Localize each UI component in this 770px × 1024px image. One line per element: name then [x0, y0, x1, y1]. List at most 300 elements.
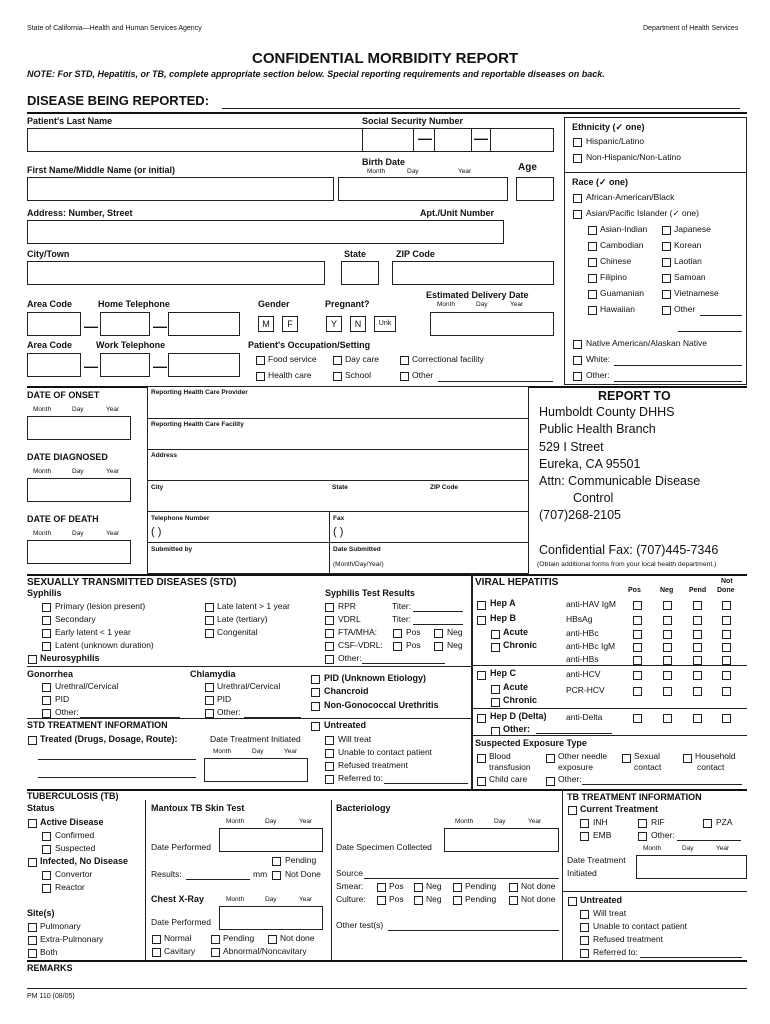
hep-c-chronic-checkbox[interactable] [491, 698, 500, 707]
syph-other-test: Other: [338, 653, 362, 663]
std-referred-input[interactable] [384, 783, 468, 784]
vdrl-titer-input[interactable] [413, 624, 463, 625]
divider [331, 800, 332, 960]
race-vietnamese: Vietnamese [674, 288, 719, 298]
exp-childcare: Child care [489, 774, 528, 784]
age-input[interactable] [516, 177, 554, 201]
std-will-checkbox[interactable] [325, 736, 334, 745]
obtain-forms: (Obtain additional forms from your local health department.) [537, 561, 717, 568]
race-other-input[interactable] [614, 381, 742, 382]
std-drug-input2[interactable] [38, 777, 196, 778]
divider [147, 542, 529, 543]
exp-sexual-contact: contact [634, 762, 662, 772]
pregnant-unk[interactable]: Unk [374, 316, 396, 332]
tb-extra: Extra-Pulmonary [40, 934, 104, 944]
gc-pid-checkbox[interactable] [42, 696, 51, 705]
exp-needle-checkbox[interactable] [546, 754, 555, 763]
exp-sexual-checkbox[interactable] [622, 754, 631, 763]
occ-daycare-checkbox[interactable] [333, 356, 342, 365]
pid-unknown-checkbox[interactable] [311, 675, 320, 684]
ct-uc-checkbox[interactable] [205, 683, 214, 692]
exp-household-checkbox[interactable] [683, 754, 692, 763]
diagnosed-input[interactable] [27, 478, 131, 502]
race-korean-checkbox[interactable] [662, 242, 671, 251]
first-name-input[interactable] [27, 177, 334, 201]
remarks-label: REMARKS [27, 963, 73, 973]
vdrl-titer-label: Titer: [392, 614, 412, 624]
address-label: Address: Number, Street [27, 208, 133, 218]
fta-pos-checkbox[interactable] [393, 629, 402, 638]
hep-b-chronic-checkbox[interactable] [491, 643, 500, 652]
hep-result-checkbox[interactable] [663, 601, 672, 610]
disease-input[interactable] [222, 108, 740, 109]
culture-pend: Pending [465, 894, 497, 904]
rif-checkbox[interactable] [638, 819, 647, 828]
tel-dash: — [153, 318, 167, 334]
syph-primary-checkbox[interactable] [42, 603, 51, 612]
hep-d-checkbox[interactable] [477, 714, 486, 723]
diagnosed-label: DATE DIAGNOSED [27, 452, 108, 462]
hep-title: VIRAL HEPATITIS [475, 577, 559, 588]
hep-result-checkbox[interactable] [722, 630, 731, 639]
csf-checkbox[interactable] [325, 642, 334, 651]
race-vietnamese-checkbox[interactable] [662, 290, 671, 299]
tb-unable-checkbox[interactable] [580, 923, 589, 932]
tb-infected: Infected, No Disease [40, 856, 129, 866]
occ-school: School [345, 370, 371, 380]
provider-tel-input[interactable]: ( ) [151, 526, 162, 538]
specimen-date-input[interactable] [444, 828, 559, 852]
hep-result-checkbox[interactable] [722, 671, 731, 680]
std-date-init-input[interactable] [204, 758, 308, 782]
divider [564, 172, 747, 173]
smear-pos-checkbox[interactable] [377, 883, 386, 892]
exp-blood-checkbox[interactable] [477, 754, 486, 763]
nonhispanic-checkbox[interactable] [573, 154, 582, 163]
report-to-line: Public Health Branch [539, 422, 656, 436]
exp-childcare-checkbox[interactable] [477, 777, 486, 786]
syph-other-test-checkbox[interactable] [325, 655, 334, 664]
gc-uc-checkbox[interactable] [42, 683, 51, 692]
tb-other: Other: [651, 830, 675, 840]
hep-result-checkbox[interactable] [663, 714, 672, 723]
fta-pos: Pos [406, 627, 421, 637]
chancroid-checkbox[interactable] [311, 688, 320, 697]
mantoux-results-input[interactable] [186, 879, 250, 880]
hep-result-checkbox[interactable] [722, 616, 731, 625]
work-tel-part2[interactable] [168, 353, 240, 377]
mantoux-year-label: Year [299, 818, 313, 825]
std-treated-checkbox[interactable] [28, 736, 37, 745]
smear-neg-checkbox[interactable] [414, 883, 423, 892]
inh-checkbox[interactable] [580, 819, 589, 828]
exp-other-input[interactable] [582, 784, 742, 785]
exp-sexual: Sexual [634, 751, 660, 761]
gender-m[interactable]: M [258, 316, 274, 332]
race-cambodian-checkbox[interactable] [588, 242, 597, 251]
death-input[interactable] [27, 540, 131, 564]
smear-nd-checkbox[interactable] [509, 883, 518, 892]
mantoux-date-input[interactable] [219, 828, 323, 852]
tb-refused: Refused treatment [593, 934, 663, 944]
hep-b-checkbox[interactable] [477, 616, 486, 625]
remarks-input[interactable] [27, 975, 747, 993]
race-cambodian: Cambodian [600, 240, 644, 250]
diag-day-label: Day [72, 468, 84, 475]
hep-result-checkbox[interactable] [693, 616, 702, 625]
pregnant-y[interactable]: Y [326, 316, 342, 332]
xray-normal-checkbox[interactable] [152, 935, 161, 944]
age-label: Age [518, 162, 537, 173]
hep-c-checkbox[interactable] [477, 671, 486, 680]
hep-other-input[interactable] [536, 733, 612, 734]
ssn-part1[interactable] [362, 128, 414, 152]
tb-active-checkbox[interactable] [28, 819, 37, 828]
mantoux-notdone-checkbox[interactable] [272, 871, 281, 880]
syph-late-latent-checkbox[interactable] [205, 603, 214, 612]
hep-result-checkbox[interactable] [663, 616, 672, 625]
provider-fax-input[interactable]: ( ) [333, 526, 344, 538]
occupation-label: Patient's Occupation/Setting [248, 340, 371, 350]
ssn-part2[interactable] [434, 128, 472, 152]
race-white: White: [586, 354, 611, 364]
occ-health-checkbox[interactable] [256, 372, 265, 381]
hep-result-checkbox[interactable] [693, 687, 702, 696]
culture-label: Culture: [336, 894, 366, 904]
race-filipino-checkbox[interactable] [588, 274, 597, 283]
hep-result-checkbox[interactable] [722, 656, 731, 665]
xray-title: Chest X-Ray [151, 894, 205, 904]
tb-initiated-label: Initiated [567, 868, 597, 878]
divider [147, 449, 529, 450]
hep-result-checkbox[interactable] [722, 687, 731, 696]
race-other-asian-checkbox[interactable] [662, 306, 671, 315]
hep-result-checkbox[interactable] [693, 671, 702, 680]
hep-c: Hep C [490, 668, 517, 678]
hep-result-checkbox[interactable] [633, 643, 642, 652]
hep-result-checkbox[interactable] [693, 656, 702, 665]
mantoux-pending-checkbox[interactable] [272, 857, 281, 866]
neurosyphilis-checkbox[interactable] [28, 655, 37, 664]
hep-test-name: PCR-HCV [566, 685, 605, 695]
std-month-label: Month [213, 748, 232, 755]
race-other-asian-input2[interactable] [678, 331, 742, 332]
hep-test-name: anti-HBc [566, 628, 599, 638]
syphilis-label: Syphilis [27, 588, 62, 598]
occ-other-input[interactable] [438, 381, 553, 382]
xray-pending-checkbox[interactable] [211, 935, 220, 944]
syph-early-checkbox[interactable] [42, 629, 51, 638]
syph-early: Early latent < 1 year [55, 627, 131, 637]
area-code-label: Area Code [27, 299, 73, 309]
culture-pend-checkbox[interactable] [453, 896, 462, 905]
hep-result-checkbox[interactable] [693, 643, 702, 652]
hep-result-checkbox[interactable] [633, 687, 642, 696]
hep-result-checkbox[interactable] [693, 714, 702, 723]
hep-result-checkbox[interactable] [722, 714, 731, 723]
vdrl-checkbox[interactable] [325, 616, 334, 625]
tb-extra-checkbox[interactable] [28, 936, 37, 945]
hep-c-acute-checkbox[interactable] [491, 685, 500, 694]
race-other-checkbox[interactable] [573, 372, 582, 381]
syph-latent-checkbox[interactable] [42, 642, 51, 651]
report-to-title: REPORT TO [598, 389, 671, 403]
race-guamanian: Guamanian [600, 288, 644, 298]
bact-day-label: Day [494, 818, 506, 825]
hep-not-label: Not [721, 578, 733, 585]
csf-neg-checkbox[interactable] [434, 642, 443, 651]
hep-result-checkbox[interactable] [633, 630, 642, 639]
pregnant-n[interactable]: N [350, 316, 366, 332]
occ-correctional-checkbox[interactable] [400, 356, 409, 365]
std-treatment-title: STD TREATMENT INFORMATION [27, 720, 168, 730]
divider [562, 891, 747, 892]
divider [147, 418, 529, 419]
zip-input[interactable] [392, 261, 554, 285]
tb-referred-input[interactable] [640, 957, 742, 958]
rpr-titer-input[interactable] [413, 611, 463, 612]
ct-uc: Urethral/Cervical [217, 681, 281, 691]
xray-notdone-checkbox[interactable] [268, 935, 277, 944]
ssn-dash: — [418, 130, 432, 146]
tb-confirmed: Confirmed [55, 830, 95, 840]
std-refused-checkbox[interactable] [325, 762, 334, 771]
report-to-line: 529 I Street [539, 440, 604, 454]
xray-year-label: Year [299, 896, 313, 903]
race-laotian: Laotian [674, 256, 702, 266]
state-input[interactable] [341, 261, 379, 285]
work-area-code-input[interactable] [27, 353, 81, 377]
culture-nd: Not done [521, 894, 556, 904]
work-tel-part1[interactable] [100, 353, 150, 377]
divider [145, 800, 146, 960]
std-unable-checkbox[interactable] [325, 749, 334, 758]
tb-current: Current Treatment [580, 804, 659, 814]
city-input[interactable] [27, 261, 325, 285]
emb-checkbox[interactable] [580, 832, 589, 841]
death-label: DATE OF DEATH [27, 514, 99, 524]
source-input[interactable] [364, 878, 559, 879]
rif: RIF [651, 817, 665, 827]
race-hawaiian-checkbox[interactable] [588, 306, 597, 315]
fta-checkbox[interactable] [325, 629, 334, 638]
occ-other-checkbox[interactable] [400, 372, 409, 381]
tb-title: TUBERCULOSIS (TB) [27, 791, 119, 801]
pza-checkbox[interactable] [703, 819, 712, 828]
edd-input[interactable] [430, 312, 554, 336]
hep-b-chronic: Chronic [503, 640, 538, 650]
occ-correctional: Correctional facility [412, 354, 484, 364]
report-to-line: Eureka, CA 95501 [539, 457, 641, 471]
mantoux-results-label: Results: [151, 869, 182, 879]
tb-treat-month-label: Month [643, 845, 662, 852]
race-white-input[interactable] [614, 365, 742, 366]
std-untreated-checkbox[interactable] [311, 722, 320, 731]
tb-infected-checkbox[interactable] [28, 858, 37, 867]
ct-other-checkbox[interactable] [205, 709, 214, 718]
hep-result-checkbox[interactable] [693, 601, 702, 610]
address-input[interactable] [27, 220, 504, 244]
race-asian-indian-checkbox[interactable] [588, 226, 597, 235]
birth-date-input[interactable] [338, 177, 508, 201]
tb-other-checkbox[interactable] [638, 832, 647, 841]
hispanic-checkbox[interactable] [573, 138, 582, 147]
other-tests-input[interactable] [388, 930, 559, 931]
exp-other-checkbox[interactable] [546, 777, 555, 786]
race-white-checkbox[interactable] [573, 356, 582, 365]
race-samoan: Samoan [674, 272, 706, 282]
exp-needle: Other needle [558, 751, 608, 761]
hep-result-checkbox[interactable] [722, 643, 731, 652]
ngu-checkbox[interactable] [311, 702, 320, 711]
tb-convertor: Convertor [55, 869, 93, 879]
work-tel-label: Work Telephone [96, 340, 166, 350]
tb-referred-checkbox[interactable] [580, 949, 589, 958]
tb-convertor-checkbox[interactable] [42, 871, 51, 880]
tb-suspected-checkbox[interactable] [42, 845, 51, 854]
hep-result-checkbox[interactable] [693, 630, 702, 639]
tb-current-checkbox[interactable] [568, 806, 577, 815]
home-tel-part1[interactable] [100, 312, 150, 336]
hep-pos-header: Pos [628, 587, 641, 594]
syph-tests-title: Syphilis Test Results [325, 588, 415, 598]
gender-f[interactable]: F [282, 316, 298, 332]
gender-label: Gender [258, 299, 290, 309]
hep-result-checkbox[interactable] [633, 714, 642, 723]
syph-congenital-checkbox[interactable] [205, 629, 214, 638]
chlamydia-label: Chlamydia [190, 669, 236, 679]
fta-neg-checkbox[interactable] [434, 629, 443, 638]
race-chinese-checkbox[interactable] [588, 258, 597, 267]
race-samoan-checkbox[interactable] [662, 274, 671, 283]
birth-date-label: Birth Date [362, 157, 406, 167]
csf-pos-checkbox[interactable] [393, 642, 402, 651]
race-other-asian-input[interactable] [700, 315, 742, 316]
tb-pulm-checkbox[interactable] [28, 923, 37, 932]
race-aa-checkbox[interactable] [573, 194, 582, 203]
race-native-checkbox[interactable] [573, 340, 582, 349]
gc-other-checkbox[interactable] [42, 709, 51, 718]
divider [471, 708, 747, 709]
csf-neg: Neg [447, 640, 463, 650]
tel-dash: — [153, 358, 167, 374]
hep-b-acute-checkbox[interactable] [491, 630, 500, 639]
hep-result-checkbox[interactable] [663, 643, 672, 652]
ct-pid-checkbox[interactable] [205, 696, 214, 705]
tb-both: Both [40, 947, 58, 957]
diag-month-label: Month [33, 468, 52, 475]
hep-result-checkbox[interactable] [633, 616, 642, 625]
ssn-part3[interactable] [490, 128, 554, 152]
occ-daycare: Day care [345, 354, 380, 364]
edd-label: Estimated Delivery Date [426, 290, 529, 300]
divider [27, 574, 747, 576]
culture-neg-checkbox[interactable] [414, 896, 423, 905]
form-title: CONFIDENTIAL MORBIDITY REPORT [252, 50, 519, 67]
race-api-checkbox[interactable] [573, 210, 582, 219]
ct-other: Other: [217, 707, 241, 717]
hep-result-checkbox[interactable] [663, 656, 672, 665]
race-guamanian-checkbox[interactable] [588, 290, 597, 299]
ngu: Non-Gonococcal Urethritis [324, 700, 439, 710]
occ-food: Food service [268, 354, 317, 364]
hep-result-checkbox[interactable] [663, 630, 672, 639]
divider [147, 480, 529, 481]
hep-result-checkbox[interactable] [633, 671, 642, 680]
std-drug-input[interactable] [38, 759, 196, 760]
xray-month-label: Month [226, 896, 245, 903]
hep-result-checkbox[interactable] [633, 656, 642, 665]
hep-result-checkbox[interactable] [663, 671, 672, 680]
race-japanese-checkbox[interactable] [662, 226, 671, 235]
provider-address-label: Address [151, 452, 178, 459]
tb-reactor-checkbox[interactable] [42, 884, 51, 893]
race-laotian-checkbox[interactable] [662, 258, 671, 267]
bact-year-label: Year [528, 818, 542, 825]
tb-confirmed-checkbox[interactable] [42, 832, 51, 841]
xray-pending: Pending [223, 933, 255, 943]
rpr-checkbox[interactable] [325, 603, 334, 612]
gc-other: Other: [55, 707, 79, 717]
tb-refused-checkbox[interactable] [580, 936, 589, 945]
smear-label: Smear: [336, 881, 364, 891]
divider [471, 665, 747, 666]
xray-abnormal-checkbox[interactable] [211, 948, 220, 957]
smear-pend-checkbox[interactable] [453, 883, 462, 892]
tb-both-checkbox[interactable] [28, 949, 37, 958]
race-hawaiian: Hawaiian [600, 304, 635, 314]
tb-untreated-checkbox[interactable] [568, 897, 577, 906]
xray-date-input[interactable] [219, 906, 323, 930]
hep-a-checkbox[interactable] [477, 601, 486, 610]
tb-pulm: Pulmonary [40, 921, 81, 931]
tb-will-checkbox[interactable] [580, 910, 589, 919]
exp-household-contact: contact [697, 762, 725, 772]
birth-month-label: Month [367, 168, 386, 175]
divider [27, 988, 747, 989]
state-label: State [344, 249, 367, 259]
culture-pos-checkbox[interactable] [377, 896, 386, 905]
form-note: NOTE: For STD, Hepatitis, or TB, complete appropriate section below. Special reporting requirements and reportable diseases on back. [27, 69, 605, 79]
tb-will: Will treat [593, 908, 627, 918]
onset-input[interactable] [27, 416, 131, 440]
ssn-dash: — [474, 130, 488, 146]
tb-other-input[interactable] [677, 840, 741, 841]
occ-food-checkbox[interactable] [256, 356, 265, 365]
race-native: Native American/Alaskan Native [586, 338, 707, 348]
tb-treat-date-input[interactable] [636, 855, 747, 879]
syph-secondary-checkbox[interactable] [42, 616, 51, 625]
hep-result-checkbox[interactable] [722, 601, 731, 610]
bact-title: Bacteriology [336, 803, 391, 813]
race-api: Asian/Pacific Islander (✓ one) [586, 208, 699, 218]
syph-tertiary-checkbox[interactable] [205, 616, 214, 625]
provider-zip-label: ZIP Code [430, 484, 459, 491]
exp-household: Household [695, 751, 736, 761]
mantoux-day-label: Day [265, 818, 277, 825]
syph-other-test-input[interactable] [362, 663, 445, 664]
std-referred-checkbox[interactable] [325, 775, 334, 784]
divider [27, 789, 747, 791]
pid-unknown: PID (Unknown Etiology) [324, 673, 426, 683]
hep-result-checkbox[interactable] [633, 601, 642, 610]
xray-cavitary-checkbox[interactable] [152, 948, 161, 957]
home-tel-part2[interactable] [168, 312, 240, 336]
hep-result-checkbox[interactable] [663, 687, 672, 696]
occ-school-checkbox[interactable] [333, 372, 342, 381]
home-area-code-input[interactable] [27, 312, 81, 336]
culture-nd-checkbox[interactable] [509, 896, 518, 905]
